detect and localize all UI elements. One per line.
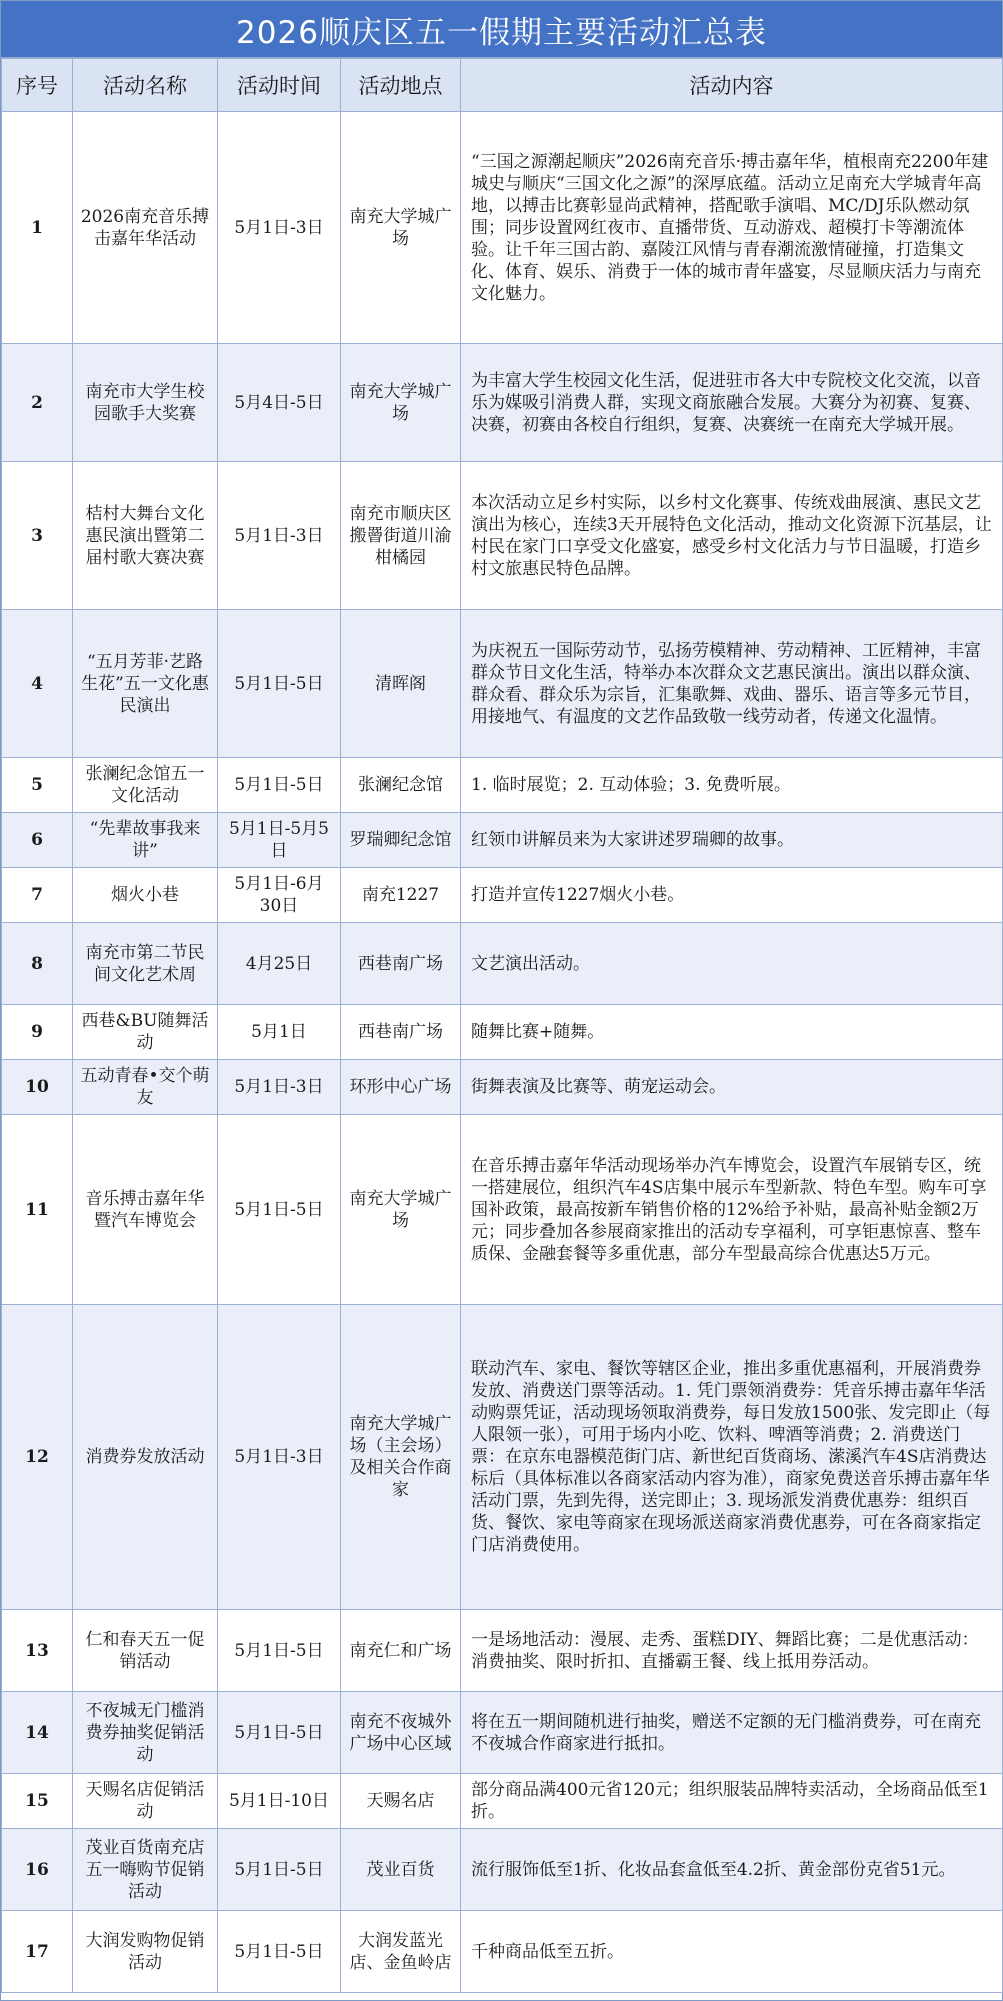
row-activity-content — [461, 1060, 1003, 1115]
row-activity-place: 南充市顺庆区搬罾街道川渝柑橘园 — [341, 462, 461, 610]
header-activity-content: 活动内容 — [461, 59, 1003, 112]
row-activity-name: 南充市大学生校园歌手大奖赛 — [73, 344, 218, 462]
row-activity-time: 5月1日-6月30日 — [218, 868, 341, 923]
table-row — [2, 758, 1003, 813]
row-activity-content — [461, 112, 1003, 344]
row-activity-content — [461, 868, 1003, 923]
row-activity-time: 5月1日-5日 — [218, 610, 341, 758]
row-number: 10 — [2, 1060, 73, 1115]
row-activity-time: 5月1日-5日 — [218, 1115, 341, 1305]
row-activity-place: 南充1227 — [341, 868, 461, 923]
row-activity-name: 大润发购物促销活动 — [73, 1911, 218, 1993]
row-number: 12 — [2, 1305, 73, 1610]
row-number: 14 — [2, 1692, 73, 1774]
row-activity-name: 张澜纪念馆五一文化活动 — [73, 758, 218, 813]
row-activity-time: 5月1日-3日 — [218, 112, 341, 344]
table-row — [2, 1005, 1003, 1060]
header-activity-time: 活动时间 — [218, 59, 341, 112]
row-activity-place: 南充不夜城外广场中心区域 — [341, 1692, 461, 1774]
row-activity-time: 5月1日-3日 — [218, 1060, 341, 1115]
row-activity-place: 天赐名店 — [341, 1774, 461, 1829]
row-activity-content-text: 文艺演出活动。 — [471, 953, 590, 974]
table-row — [2, 1305, 1003, 1610]
row-activity-content-text: 随舞比赛+随舞。 — [471, 1022, 605, 1042]
row-number: 5 — [2, 758, 73, 813]
row-activity-content-text: 红领巾讲解员来为大家讲述罗瑞卿的故事。 — [471, 830, 794, 850]
table-row — [2, 1060, 1003, 1115]
row-number: 8 — [2, 923, 73, 1005]
row-activity-time: 5月1日-5日 — [218, 1692, 341, 1774]
row-activity-time: 5月4日-5日 — [218, 344, 341, 462]
row-activity-content-text: 街舞表演及比赛等、萌宠运动会。 — [471, 1077, 726, 1097]
row-activity-content — [461, 1005, 1003, 1060]
row-activity-place: 西巷南广场 — [341, 1005, 461, 1060]
header-activity-name: 活动名称 — [73, 59, 218, 112]
table-row — [2, 1829, 1003, 1911]
header-number: 序号 — [2, 59, 73, 112]
row-activity-place: 南充仁和广场 — [341, 1610, 461, 1692]
row-activity-name: 五动青春•交个萌友 — [73, 1060, 218, 1115]
table-row — [2, 112, 1003, 344]
row-activity-name: 茂业百货南充店五一嗨购节促销活动 — [73, 1829, 218, 1911]
table-row — [2, 813, 1003, 868]
row-activity-content-text: 一是场地活动：漫展、走秀、蛋糕DIY、舞蹈比赛；二是优惠活动：消费抽奖、限时折扣、直播霸王餐、线上抵用券活动。 — [471, 1629, 979, 1672]
row-activity-content — [461, 923, 1003, 1005]
row-activity-content — [461, 1610, 1003, 1692]
row-activity-place: 清晖阁 — [341, 610, 461, 758]
row-activity-place: 大润发蓝光店、金鱼岭店 — [341, 1911, 461, 1993]
table-row — [2, 1115, 1003, 1305]
row-activity-content-text: 部分商品满400元省120元；组织服装品牌特卖活动，全场商品低至1折。 — [471, 1780, 989, 1822]
row-activity-time: 5月1日-5日 — [218, 1911, 341, 1993]
row-activity-time: 5月1日-3日 — [218, 462, 341, 610]
row-activity-content-text: 本次活动立足乡村实际，以乡村文化赛事、传统戏曲展演、惠民文艺演出为核心，连续3天开展特色文化活动，推动文化资源下沉基层，让村民在家门口享受文化盛宴，感受乡村文化活力与节日温暖，打造乡村文旅惠民特色品牌。 — [471, 492, 992, 579]
row-number: 7 — [2, 868, 73, 923]
row-activity-content-text: 打造并宣传1227烟火小巷。 — [471, 885, 685, 905]
row-activity-time: 5月1日-3日 — [218, 1305, 341, 1610]
row-activity-place: 南充大学城广场 — [341, 344, 461, 462]
row-activity-content — [461, 462, 1003, 610]
row-number: 11 — [2, 1115, 73, 1305]
activity-table — [1, 58, 1003, 1993]
table-row — [2, 344, 1003, 462]
row-activity-name: 西巷&BU随舞活动 — [73, 1005, 218, 1060]
row-activity-content — [461, 813, 1003, 868]
header-activity-place: 活动地点 — [341, 59, 461, 112]
row-activity-name: “先辈故事我来讲” — [73, 813, 218, 868]
row-activity-content-text: 1. 临时展览；2. 互动体验；3. 免费听展。 — [471, 775, 791, 795]
sheet-title: 2026顺庆区五一假期主要活动汇总表 — [1, 1, 1002, 58]
header-row — [2, 59, 1003, 112]
row-activity-time: 5月1日-10日 — [218, 1774, 341, 1829]
row-activity-place: 西巷南广场 — [341, 923, 461, 1005]
row-number: 16 — [2, 1829, 73, 1911]
row-activity-place: 南充大学城广场（主会场）及相关合作商家 — [341, 1305, 461, 1610]
row-number: 9 — [2, 1005, 73, 1060]
table-row — [2, 1911, 1003, 1993]
row-activity-name: 2026南充音乐搏击嘉年华活动 — [73, 112, 218, 344]
row-activity-name: 音乐搏击嘉年华暨汽车博览会 — [73, 1115, 218, 1305]
row-activity-time: 5月1日-5日 — [218, 1610, 341, 1692]
table-row — [2, 610, 1003, 758]
row-activity-content — [461, 1774, 1003, 1829]
row-activity-place: 茂业百货 — [341, 1829, 461, 1911]
row-activity-name: “五月芳菲·艺路生花”五一文化惠民演出 — [73, 610, 218, 758]
row-activity-time: 5月1日-5日 — [218, 758, 341, 813]
row-activity-name: 天赐名店促销活动 — [73, 1774, 218, 1829]
row-activity-content-text: 为庆祝五一国际劳动节，弘扬劳模精神、劳动精神、工匠精神，丰富群众节日文化生活，特举办本次群众文艺惠民演出。演出以群众演、群众看、群众乐为宗旨，汇集歌舞、戏曲、器乐、语言等多元节目，用接地气、有温度的文艺作品致敬一线劳动者，传递文化温情。 — [471, 640, 981, 727]
row-activity-content — [461, 1305, 1003, 1610]
row-activity-place: 南充大学城广场 — [341, 112, 461, 344]
row-activity-place: 南充大学城广场 — [341, 1115, 461, 1305]
row-activity-content — [461, 610, 1003, 758]
row-activity-name: 桔村大舞台文化惠民演出暨第二届村歌大赛决赛 — [73, 462, 218, 610]
row-activity-content-text: 千种商品低至五折。 — [471, 1941, 624, 1962]
row-activity-content — [461, 758, 1003, 813]
row-activity-place: 罗瑞卿纪念馆 — [341, 813, 461, 868]
table-row — [2, 1692, 1003, 1774]
row-activity-name: 不夜城无门槛消费券抽奖促销活动 — [73, 1692, 218, 1774]
row-number: 17 — [2, 1911, 73, 1993]
row-activity-content — [461, 1911, 1003, 1993]
row-number: 4 — [2, 610, 73, 758]
row-activity-time: 5月1日-5日 — [218, 1829, 341, 1911]
row-activity-content-text: “三国之源潮起顺庆”2026南充音乐·搏击嘉年华，植根南充2200年建城史与顺庆“三国文化之源”的深厚底蕴。活动立足南充大学城青年高地，以搏击比赛彰显尚武精神，搭配歌手演唱、MC/DJ乐队燃动氛围；同步设置网红夜市、直播带货、互动游戏、超模打卡等潮流体验。让千年三国古韵、嘉陵江风情与青春潮流激情碰撞，打造集文化、体育、娱乐、消费于一体的城市青年盛宴，尽显顺庆活力与南充文化魅力。 — [471, 151, 989, 304]
row-activity-content-text: 联动汽车、家电、餐饮等辖区企业，推出多重优惠福利，开展消费券发放、消费送门票等活动。1. 凭门票领消费券：凭音乐搏击嘉年华活动购票凭证，活动现场领取消费券，每日发放1500张、发完即止（每人限领一张），可用于场内小吃、饮料、啤酒等消费；2. 消费送门票：在京东电器模范街门店、新世纪百货商场、潆溪汽车4S店消费达标后（具体标准以各商家活动内容为准），商家免费送音乐搏击嘉年华活动门票，先到先得，送完即止；3. 现场派发消费优惠券：组织百货、餐饮、家电等商家在现场派送商家消费优惠券，可在各商家指定门店消费使用。 — [471, 1359, 991, 1555]
row-activity-content — [461, 1115, 1003, 1305]
row-activity-name: 烟火小巷 — [73, 868, 218, 923]
table-body — [2, 112, 1003, 1993]
row-activity-place: 环形中心广场 — [341, 1060, 461, 1115]
row-number: 6 — [2, 813, 73, 868]
row-activity-content-text: 流行服饰低至1折、化妆品套盒低至4.2折、黄金部份克省51元。 — [471, 1859, 956, 1880]
table-row — [2, 1610, 1003, 1692]
table-row — [2, 462, 1003, 610]
row-activity-time: 4月25日 — [218, 923, 341, 1005]
row-activity-name: 南充市第二节民间文化艺术周 — [73, 923, 218, 1005]
row-number: 15 — [2, 1774, 73, 1829]
table-row — [2, 923, 1003, 1005]
row-activity-name: 消费券发放活动 — [73, 1305, 218, 1610]
row-activity-content-text: 将在五一期间随机进行抽奖，赠送不定额的无门槛消费券，可在南充不夜城合作商家进行抵扣。 — [471, 1711, 981, 1754]
row-number: 2 — [2, 344, 73, 462]
table-row — [2, 1774, 1003, 1829]
row-number: 1 — [2, 112, 73, 344]
row-activity-content — [461, 1692, 1003, 1774]
row-number: 13 — [2, 1610, 73, 1692]
row-activity-time: 5月1日-5月5日 — [218, 813, 341, 868]
row-activity-place: 张澜纪念馆 — [341, 758, 461, 813]
row-number: 3 — [2, 462, 73, 610]
row-activity-content — [461, 1829, 1003, 1911]
row-activity-content — [461, 344, 1003, 462]
row-activity-name: 仁和春天五一促销活动 — [73, 1610, 218, 1692]
row-activity-time: 5月1日 — [218, 1005, 341, 1060]
row-activity-content-text: 在音乐搏击嘉年华活动现场举办汽车博览会，设置汽车展销专区，统一搭建展位，组织汽车4S店集中展示车型新款、特色车型。购车可享国补政策，最高按新车销售价格的12%给予补贴，最高补贴金额2万元；同步叠加各参展商家推出的活动专享福利，可享钜惠惊喜、整车质保、金融套餐等多重优惠，部分车型最高综合优惠达5万元。 — [471, 1155, 987, 1264]
row-activity-content-text: 为丰富大学生校园文化生活，促进驻市各大中专院校文化交流，以音乐为媒吸引消费人群，实现文商旅融合发展。大赛分为初赛、复赛、决赛，初赛由各校自行组织，复赛、决赛统一在南充大学城开展。 — [471, 370, 981, 435]
table-row — [2, 868, 1003, 923]
